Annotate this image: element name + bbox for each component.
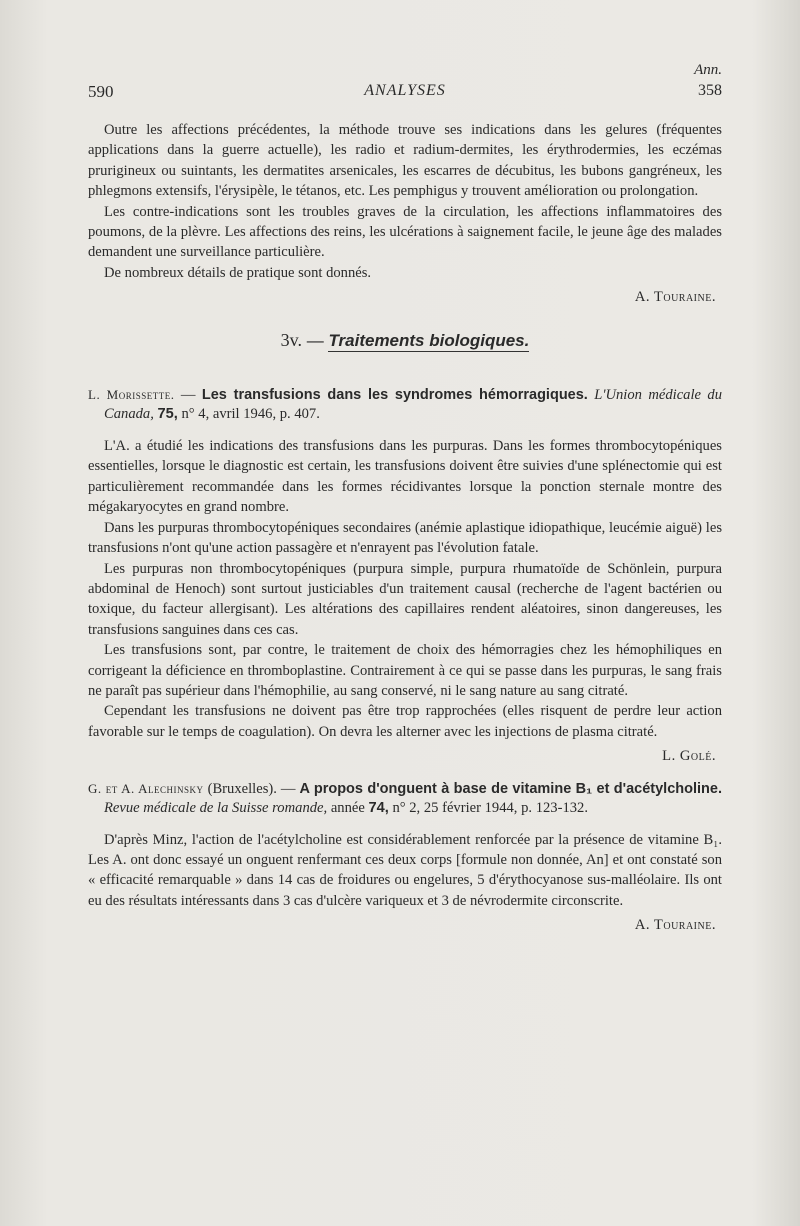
section-number: 3v.	[280, 329, 302, 350]
reference-number: 358	[698, 82, 722, 99]
article-title: A propos d'onguent à base de vitamine B₁ et d'acétylcholine.	[299, 780, 722, 797]
paragraph: Les contre-indications sont les troubles graves de la circulation, les affections inflammatoires des poumons, de la plèvre. Les affections des reins, les ulcérations à saignement facile, le jeune âge des malades demandent une surveillance particulière.	[88, 203, 722, 261]
page-body	[88, 120, 722, 936]
ref-details: n° 4, avril 1946, p. 407.	[181, 406, 320, 423]
running-title: ANALYSES	[364, 82, 446, 99]
ref-dash: —	[280, 780, 296, 797]
paragraph: Les transfusions sont, par contre, le traitement de choix des hémorragies chez les hémophiliques en corrigeant la déficience en thromboplastine. Contrairement à ce qui se passe dans les purpuras, le sang frais ne paraît pas supérieur dans l'hémophilie, au sang conservé, ni le sang nature au sang citraté.	[88, 642, 722, 699]
paragraph: De nombreux détails de pratique sont donnés.	[104, 264, 372, 281]
section-title: Traitements biologiques.	[328, 330, 530, 350]
journal-name: L'Union médicale du Canada,	[104, 387, 722, 423]
article-author: L. Morissette.	[88, 387, 175, 403]
year-label: année	[330, 799, 365, 816]
page-header	[88, 62, 722, 102]
intro-block	[88, 120, 722, 308]
signature: A. Touraine.	[634, 917, 716, 934]
ref-details: n° 2, 25 février 1944, p. 123-132.	[392, 799, 588, 816]
article-author: G. et A. Alechinsky	[88, 780, 204, 796]
section-heading	[88, 330, 722, 351]
article-morissette	[88, 385, 722, 767]
paragraph: Outre les affections précédentes, la méthode trouve ses indications dans les gelures (fréquentes applications dans la guerre actuelle), les radio et radium-dermites, les érythrodermies, les eczémas prurigineux ou suintants, les dermatites arsenicales, les escarres de décubitus, les bubons gangréneux, les phlegmons extensifs, l'érysipèle, le tétanos, etc. Les pemphigus y trouvent amélioration ou prolongation.	[88, 122, 722, 200]
paragraph: Cependant les transfusions ne doivent pas être trop rapprochées (elles risquent de perdre leur action favorable sur le temps de coagulation). On devra les alterner avec les injections de plasma citraté.	[88, 703, 722, 740]
journal-abbrev: Ann.	[694, 62, 722, 78]
signature: L. Golé.	[662, 748, 716, 765]
article-reference	[88, 779, 722, 818]
page-number: 590	[88, 82, 114, 101]
journal-volume: 75,	[157, 406, 178, 423]
signature: A. Touraine.	[634, 289, 716, 306]
journal-volume: 74,	[368, 799, 389, 816]
paragraph: Les purpuras non thrombocytopéniques (purpura simple, purpura rhumatoïde de Schönlein, purpura abdominal de Henoch) sont surtout justiciables d'un traitement causal (recherche de l'agent bactérien ou toxique, du facteur allergisant). Les altérations des capillaires rendent aléatoires, sinon dangereuses, les transfusions sanguines dans ces cas.	[88, 560, 722, 638]
ref-dash: —	[180, 387, 196, 404]
journal-name: Revue médicale de la Suisse romande,	[104, 799, 328, 816]
article-title: Les transfusions dans les syndromes hémorragiques.	[201, 387, 588, 404]
article-alechinsky	[88, 779, 722, 936]
article-reference	[88, 385, 722, 424]
author-place: (Bruxelles).	[207, 780, 277, 797]
paragraph: L'A. a étudié les indications des transfusions dans les purpuras. Dans les formes thrombocytopéniques essentielles, lorsque le diagnostic est certain, les transfusions doivent être suivies d'une splénectomie qui est particulièrement recommandée dans les formes récidivantes lorsque la ponction sternale montre des mégakaryocytes en grand nombre.	[88, 438, 722, 516]
paragraph: D'après Minz, l'action de l'acétylcholine est considérablement renforcée par la présence de vitamine B₁. Les A. ont donc essayé un onguent renfermant ces deux corps [formule non donnée, An] et ont constaté son « efficacité remarquable » dans 14 cas de froidures ou engelures, 5 d'érythocyanose sus-malléolaire. Ils ont eu des résultats intéressants dans 3 cas d'ulcère variqueux et 3 de névrodermite circonscrite.	[88, 831, 722, 909]
section-dash: —	[306, 330, 324, 350]
paragraph: Dans les purpuras thrombocytopéniques secondaires (anémie aplastique idiopathique, leucémie aiguë) les transfusions n'ont qu'une action passagère et n'enrayent pas l'évolution fatale.	[88, 519, 722, 557]
